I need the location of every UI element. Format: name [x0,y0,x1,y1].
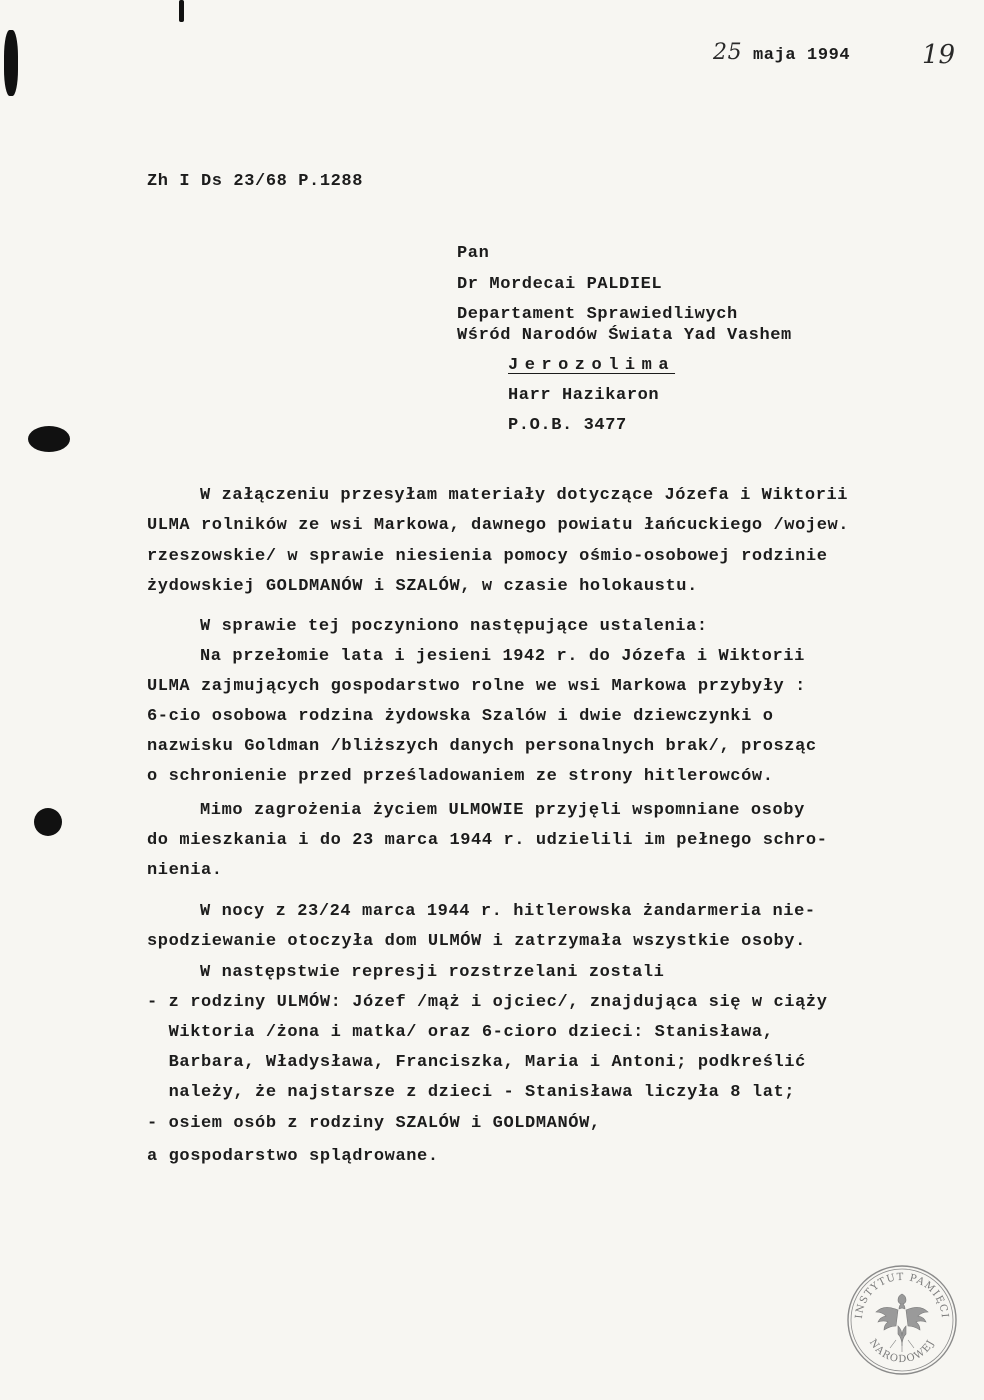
body-line: W nocy z 23/24 marca 1944 r. hitlerowska żandarmeria nie- [200,902,816,921]
body-line: nazwisku Goldman /bliższych danych personalnych brak/, prosząc [147,737,817,756]
date-month-year: maja 1994 [742,46,851,65]
seal-text-bottom: NARODOWEJ [866,1337,938,1366]
body-line: spodziewanie otoczyła dom ULMÓW i zatrzymała wszystkie osoby. [147,932,806,951]
ink-blot-top [4,30,18,96]
body-line: ULMA zajmujących gospodarstwo rolne we wsi Markowa przybyły : [147,677,806,696]
ink-mark-top [179,0,184,22]
ink-blot-lower [34,808,62,836]
page-number: 19 [922,40,956,70]
letter-date [713,42,850,64]
ink-blot-middle [28,426,70,452]
body-line: do mieszkania i do 23 marca 1944 r. udzielili im pełnego schro- [147,831,828,850]
institute-seal-stamp [846,1264,958,1376]
body-line: 6-cio osobowa rodzina żydowska Szalów i dwie dziewczynki o [147,707,774,726]
body-line: W sprawie tej poczyniono następujące ustalenia: [200,617,708,636]
eagle-emblem-icon [876,1294,928,1352]
date-day-handwritten: 25 [713,40,743,65]
list-item: należy, że najstarsze z dzieci - Stanisława liczyła 8 lat; [147,1083,796,1102]
addressee-street: Harr Hazikaron [508,386,660,405]
body-line: W następstwie represji rozstrzelani zostali [200,963,665,982]
seal-text-top: INSTYTUT PAMIĘCI [853,1271,951,1320]
addressee-name: Dr Mordecai PALDIEL [457,275,663,294]
body-line: Na przełomie lata i jesieni 1942 r. do Józefa i Wiktorii [200,647,805,666]
salutation: Pan [457,244,490,263]
department-line-2: Wśród Narodów Świata Yad Vashem [457,326,792,345]
list-item: - z rodziny ULMÓW: Józef /mąż i ojciec/, znajdująca się w ciąży [147,993,828,1012]
body-line: nienia. [147,861,223,880]
closing-line: a gospodarstwo splądrowane. [147,1147,439,1166]
body-line: ULMA rolników ze wsi Markowa, dawnego powiatu łańcuckiego /wojew. [147,516,850,535]
department-line-1: Departament Sprawiedliwych [457,305,738,324]
addressee-city: Jerozolima [508,356,676,375]
body-line: Mimo zagrożenia życiem ULMOWIE przyjęli wspomniane osoby [200,801,805,820]
body-line: o schronienie przed prześladowaniem ze strony hitlerowców. [147,767,774,786]
list-item: Wiktoria /żona i matka/ oraz 6-cioro dzieci: Stanisława, [147,1023,774,1042]
list-item: Barbara, Władysława, Franciszka, Maria i Antoni; podkreślić [147,1053,806,1072]
list-item: - osiem osób z rodziny SZALÓW i GOLDMANÓW, [147,1114,601,1133]
addressee-pobox: P.O.B. 3477 [508,416,627,435]
body-line: W załączeniu przesyłam materiały dotyczące Józefa i Wiktorii [200,486,849,505]
body-line: rzeszowskie/ w sprawie niesienia pomocy ośmio-osobowej rodzinie [147,547,828,566]
reference-number: Zh I Ds 23/68 P.1288 [147,172,364,191]
body-line: żydowskiej GOLDMANÓW i SZALÓW, w czasie holokaustu. [147,577,698,596]
